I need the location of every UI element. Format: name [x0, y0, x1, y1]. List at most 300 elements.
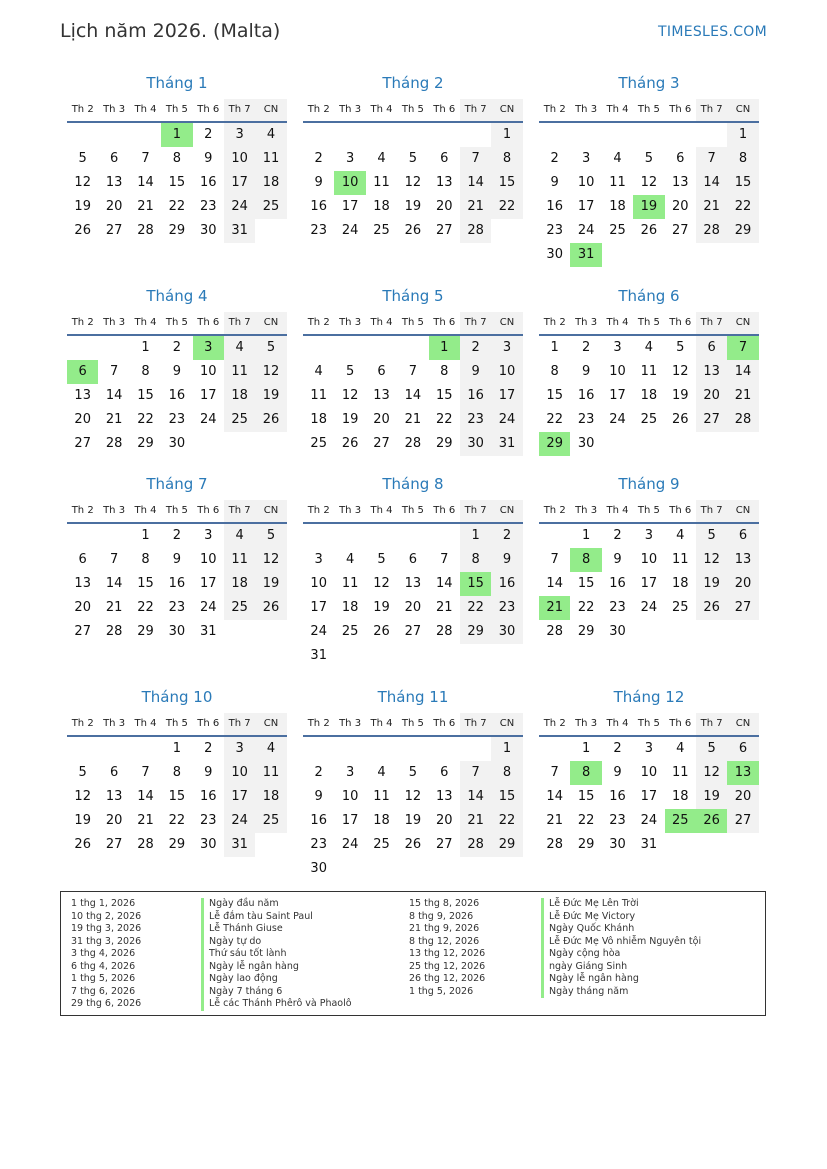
day-cell[interactable]: 23 [460, 408, 491, 432]
day-cell[interactable]: 14 [137, 175, 154, 190]
day-cell[interactable]: 1 [550, 340, 559, 355]
day-cell[interactable]: 13 [105, 175, 123, 190]
day-cell[interactable]: 2 [314, 765, 323, 780]
day-cell[interactable]: 13 [105, 789, 123, 804]
day-cell[interactable]: 23 [168, 412, 186, 427]
day-cell[interactable]: 9 [172, 364, 181, 379]
day-cell[interactable]: 19 [373, 600, 390, 615]
day-cell[interactable]: 29 [168, 223, 186, 238]
day-cell[interactable]: 18 [671, 576, 689, 591]
holiday-day-cell[interactable]: 7 [727, 336, 758, 360]
day-cell[interactable]: 17 [640, 789, 658, 804]
day-cell[interactable]: 3 [224, 737, 255, 761]
day-cell[interactable]: 13 [696, 360, 727, 384]
day-cell[interactable]: 22 [137, 600, 154, 615]
day-cell[interactable]: 4 [224, 336, 255, 360]
day-cell[interactable]: 29 [727, 219, 758, 243]
day-cell[interactable]: 21 [460, 195, 491, 219]
day-cell[interactable]: 6 [440, 765, 449, 780]
day-cell[interactable]: 5 [696, 737, 727, 761]
day-cell[interactable]: 3 [613, 340, 622, 355]
day-cell[interactable]: 22 [168, 813, 186, 828]
day-cell[interactable]: 30 [546, 247, 563, 262]
day-cell[interactable]: 6 [696, 336, 727, 360]
day-cell[interactable]: 13 [373, 388, 390, 403]
day-cell[interactable]: 2 [550, 151, 559, 166]
day-cell[interactable]: 10 [640, 552, 658, 567]
day-cell[interactable]: 21 [137, 813, 154, 828]
day-cell[interactable]: 27 [404, 624, 422, 639]
day-cell[interactable]: 14 [435, 576, 453, 591]
day-cell[interactable]: 3 [314, 552, 323, 567]
day-cell[interactable]: 24 [199, 600, 217, 615]
day-cell[interactable]: 10 [491, 360, 522, 384]
day-cell[interactable]: 1 [172, 741, 181, 756]
day-cell[interactable]: 30 [609, 837, 626, 852]
day-cell[interactable]: 7 [109, 364, 119, 379]
day-cell[interactable]: 28 [435, 624, 453, 639]
day-cell[interactable]: 4 [345, 552, 355, 567]
day-cell[interactable]: 7 [141, 765, 150, 780]
day-cell[interactable]: 15 [491, 171, 522, 195]
day-cell[interactable]: 19 [404, 813, 422, 828]
day-cell[interactable]: 2 [581, 340, 591, 355]
day-cell[interactable]: 2 [491, 524, 522, 548]
day-cell[interactable]: 1 [581, 528, 591, 543]
day-cell[interactable]: 4 [255, 737, 286, 761]
day-cell[interactable]: 21 [460, 809, 491, 833]
holiday-day-cell[interactable]: 1 [161, 123, 192, 147]
day-cell[interactable]: 15 [137, 576, 154, 591]
day-cell[interactable]: 24 [224, 195, 255, 219]
day-cell[interactable]: 15 [168, 789, 186, 804]
day-cell[interactable]: 23 [199, 813, 217, 828]
day-cell[interactable]: 7 [109, 552, 119, 567]
day-cell[interactable]: 23 [310, 223, 327, 238]
day-cell[interactable]: 25 [255, 195, 286, 219]
day-cell[interactable]: 18 [310, 412, 327, 427]
day-cell[interactable]: 31 [224, 833, 255, 857]
day-cell[interactable]: 27 [105, 223, 123, 238]
day-cell[interactable]: 13 [74, 576, 91, 591]
day-cell[interactable]: 10 [199, 552, 217, 567]
day-cell[interactable]: 20 [671, 199, 689, 214]
day-cell[interactable]: 25 [310, 436, 327, 451]
day-cell[interactable]: 28 [546, 837, 563, 852]
day-cell[interactable]: 2 [314, 151, 323, 166]
day-cell[interactable]: 3 [644, 741, 653, 756]
day-cell[interactable]: 24 [199, 412, 217, 427]
day-cell[interactable]: 5 [408, 151, 417, 166]
day-cell[interactable]: 13 [404, 576, 422, 591]
day-cell[interactable]: 14 [460, 171, 491, 195]
day-cell[interactable]: 20 [373, 412, 390, 427]
day-cell[interactable]: 21 [404, 412, 422, 427]
holiday-day-cell[interactable]: 26 [696, 809, 727, 833]
day-cell[interactable]: 7 [460, 147, 491, 171]
day-cell[interactable]: 22 [137, 412, 154, 427]
day-cell[interactable]: 17 [341, 199, 359, 214]
day-cell[interactable]: 16 [168, 388, 186, 403]
day-cell[interactable]: 24 [341, 223, 359, 238]
day-cell[interactable]: 17 [609, 388, 626, 403]
day-cell[interactable]: 3 [644, 528, 653, 543]
day-cell[interactable]: 21 [435, 600, 453, 615]
day-cell[interactable]: 14 [105, 576, 123, 591]
day-cell[interactable]: 18 [255, 785, 286, 809]
day-cell[interactable]: 20 [435, 199, 453, 214]
day-cell[interactable]: 11 [373, 175, 390, 190]
day-cell[interactable]: 30 [491, 620, 522, 644]
day-cell[interactable]: 7 [141, 151, 150, 166]
day-cell[interactable]: 27 [696, 408, 727, 432]
day-cell[interactable]: 17 [310, 600, 327, 615]
day-cell[interactable]: 5 [696, 524, 727, 548]
day-cell[interactable]: 16 [310, 813, 327, 828]
day-cell[interactable]: 21 [727, 384, 758, 408]
holiday-day-cell[interactable]: 8 [570, 548, 601, 572]
day-cell[interactable]: 6 [109, 765, 119, 780]
day-cell[interactable]: 13 [727, 548, 758, 572]
day-cell[interactable]: 1 [727, 123, 758, 147]
holiday-day-cell[interactable]: 10 [334, 171, 365, 195]
day-cell[interactable]: 26 [74, 837, 91, 852]
day-cell[interactable]: 8 [727, 147, 758, 171]
day-cell[interactable]: 25 [341, 624, 359, 639]
day-cell[interactable]: 6 [727, 737, 758, 761]
day-cell[interactable]: 8 [550, 364, 559, 379]
day-cell[interactable]: 8 [440, 364, 449, 379]
day-cell[interactable]: 4 [676, 528, 685, 543]
day-cell[interactable]: 15 [137, 388, 154, 403]
day-cell[interactable]: 26 [696, 596, 727, 620]
holiday-day-cell[interactable]: 29 [539, 432, 570, 456]
day-cell[interactable]: 12 [373, 576, 390, 591]
day-cell[interactable]: 20 [404, 600, 422, 615]
day-cell[interactable]: 23 [609, 813, 626, 828]
day-cell[interactable]: 18 [255, 171, 286, 195]
day-cell[interactable]: 17 [577, 199, 595, 214]
day-cell[interactable]: 29 [137, 436, 154, 451]
day-cell[interactable]: 3 [204, 528, 213, 543]
day-cell[interactable]: 31 [199, 624, 217, 639]
holiday-day-cell[interactable]: 13 [727, 761, 758, 785]
day-cell[interactable]: 11 [255, 147, 286, 171]
day-cell[interactable]: 18 [609, 199, 626, 214]
day-cell[interactable]: 5 [78, 765, 87, 780]
day-cell[interactable]: 18 [341, 600, 359, 615]
day-cell[interactable]: 11 [373, 789, 390, 804]
day-cell[interactable]: 27 [727, 596, 758, 620]
day-cell[interactable]: 25 [224, 596, 255, 620]
day-cell[interactable]: 15 [491, 785, 522, 809]
day-cell[interactable]: 12 [74, 175, 91, 190]
day-cell[interactable]: 20 [727, 785, 758, 809]
day-cell[interactable]: 19 [341, 412, 359, 427]
day-cell[interactable]: 6 [109, 151, 119, 166]
day-cell[interactable]: 16 [199, 789, 217, 804]
day-cell[interactable]: 22 [491, 809, 522, 833]
day-cell[interactable]: 1 [141, 528, 150, 543]
day-cell[interactable]: 16 [491, 572, 522, 596]
day-cell[interactable]: 9 [172, 552, 181, 567]
day-cell[interactable]: 8 [460, 548, 491, 572]
day-cell[interactable]: 7 [460, 761, 491, 785]
day-cell[interactable]: 30 [199, 223, 217, 238]
day-cell[interactable]: 22 [435, 412, 453, 427]
day-cell[interactable]: 25 [373, 837, 390, 852]
day-cell[interactable]: 18 [671, 789, 689, 804]
day-cell[interactable]: 12 [255, 548, 286, 572]
day-cell[interactable]: 29 [491, 833, 522, 857]
brand-logo[interactable]: TIMESLES.COM [658, 24, 767, 40]
day-cell[interactable]: 6 [727, 524, 758, 548]
day-cell[interactable]: 14 [696, 171, 727, 195]
day-cell[interactable]: 24 [609, 412, 626, 427]
day-cell[interactable]: 29 [168, 837, 186, 852]
day-cell[interactable]: 17 [199, 576, 217, 591]
day-cell[interactable]: 31 [224, 219, 255, 243]
day-cell[interactable]: 30 [577, 436, 595, 451]
day-cell[interactable]: 19 [696, 785, 727, 809]
holiday-day-cell[interactable]: 15 [460, 572, 491, 596]
day-cell[interactable]: 25 [671, 600, 689, 615]
day-cell[interactable]: 31 [640, 837, 658, 852]
day-cell[interactable]: 10 [341, 789, 359, 804]
day-cell[interactable]: 27 [435, 837, 453, 852]
day-cell[interactable]: 5 [408, 765, 417, 780]
day-cell[interactable]: 4 [377, 765, 386, 780]
day-cell[interactable]: 7 [696, 147, 727, 171]
day-cell[interactable]: 14 [460, 785, 491, 809]
day-cell[interactable]: 31 [491, 432, 522, 456]
day-cell[interactable]: 8 [491, 147, 522, 171]
day-cell[interactable]: 11 [671, 765, 689, 780]
day-cell[interactable]: 26 [373, 624, 390, 639]
day-cell[interactable]: 29 [577, 837, 595, 852]
day-cell[interactable]: 19 [74, 813, 91, 828]
day-cell[interactable]: 20 [74, 412, 91, 427]
day-cell[interactable]: 20 [435, 813, 453, 828]
day-cell[interactable]: 24 [640, 600, 658, 615]
day-cell[interactable]: 12 [696, 548, 727, 572]
day-cell[interactable]: 24 [640, 813, 658, 828]
day-cell[interactable]: 17 [224, 785, 255, 809]
day-cell[interactable]: 16 [310, 199, 327, 214]
day-cell[interactable]: 19 [255, 572, 286, 596]
day-cell[interactable]: 26 [404, 223, 422, 238]
day-cell[interactable]: 31 [310, 648, 327, 663]
day-cell[interactable]: 2 [460, 336, 491, 360]
day-cell[interactable]: 10 [199, 364, 217, 379]
day-cell[interactable]: 3 [491, 336, 522, 360]
day-cell[interactable]: 12 [341, 388, 359, 403]
day-cell[interactable]: 8 [491, 761, 522, 785]
day-cell[interactable]: 9 [581, 364, 591, 379]
day-cell[interactable]: 10 [224, 147, 255, 171]
day-cell[interactable]: 11 [640, 364, 658, 379]
day-cell[interactable]: 13 [671, 175, 689, 190]
day-cell[interactable]: 9 [204, 765, 213, 780]
holiday-day-cell[interactable]: 19 [633, 195, 664, 219]
day-cell[interactable]: 9 [491, 548, 522, 572]
day-cell[interactable]: 28 [546, 624, 563, 639]
day-cell[interactable]: 18 [373, 199, 390, 214]
day-cell[interactable]: 28 [727, 408, 758, 432]
day-cell[interactable]: 13 [435, 789, 453, 804]
day-cell[interactable]: 24 [577, 223, 595, 238]
day-cell[interactable]: 5 [345, 364, 355, 379]
day-cell[interactable]: 23 [546, 223, 563, 238]
day-cell[interactable]: 22 [546, 412, 563, 427]
day-cell[interactable]: 28 [105, 436, 123, 451]
day-cell[interactable]: 5 [255, 336, 286, 360]
day-cell[interactable]: 5 [78, 151, 87, 166]
day-cell[interactable]: 30 [460, 432, 491, 456]
day-cell[interactable]: 2 [172, 528, 181, 543]
day-cell[interactable]: 2 [613, 528, 622, 543]
day-cell[interactable]: 30 [168, 624, 186, 639]
day-cell[interactable]: 26 [640, 223, 658, 238]
day-cell[interactable]: 15 [168, 175, 186, 190]
day-cell[interactable]: 23 [310, 837, 327, 852]
day-cell[interactable]: 12 [404, 175, 422, 190]
day-cell[interactable]: 19 [255, 384, 286, 408]
day-cell[interactable]: 21 [696, 195, 727, 219]
day-cell[interactable]: 9 [460, 360, 491, 384]
day-cell[interactable]: 12 [640, 175, 658, 190]
day-cell[interactable]: 4 [377, 151, 386, 166]
day-cell[interactable]: 25 [255, 809, 286, 833]
day-cell[interactable]: 8 [172, 765, 181, 780]
day-cell[interactable]: 12 [671, 364, 689, 379]
day-cell[interactable]: 27 [105, 837, 123, 852]
day-cell[interactable]: 20 [74, 600, 91, 615]
day-cell[interactable]: 21 [105, 600, 123, 615]
day-cell[interactable]: 1 [460, 524, 491, 548]
day-cell[interactable]: 9 [314, 789, 323, 804]
day-cell[interactable]: 17 [491, 384, 522, 408]
day-cell[interactable]: 26 [341, 436, 359, 451]
day-cell[interactable]: 1 [581, 741, 591, 756]
day-cell[interactable]: 29 [460, 620, 491, 644]
day-cell[interactable]: 28 [137, 223, 154, 238]
day-cell[interactable]: 26 [671, 412, 689, 427]
day-cell[interactable]: 11 [255, 761, 286, 785]
day-cell[interactable]: 30 [310, 861, 327, 876]
day-cell[interactable]: 26 [255, 596, 286, 620]
day-cell[interactable]: 6 [377, 364, 386, 379]
day-cell[interactable]: 3 [224, 123, 255, 147]
holiday-day-cell[interactable]: 25 [665, 809, 696, 833]
day-cell[interactable]: 8 [141, 364, 150, 379]
day-cell[interactable]: 20 [696, 384, 727, 408]
day-cell[interactable]: 21 [546, 813, 563, 828]
day-cell[interactable]: 18 [373, 813, 390, 828]
day-cell[interactable]: 12 [255, 360, 286, 384]
day-cell[interactable]: 5 [676, 340, 685, 355]
day-cell[interactable]: 3 [345, 151, 355, 166]
day-cell[interactable]: 16 [609, 576, 626, 591]
day-cell[interactable]: 13 [435, 175, 453, 190]
day-cell[interactable]: 6 [676, 151, 685, 166]
day-cell[interactable]: 28 [460, 219, 491, 243]
day-cell[interactable]: 14 [727, 360, 758, 384]
day-cell[interactable]: 11 [224, 360, 255, 384]
day-cell[interactable]: 15 [577, 576, 595, 591]
day-cell[interactable]: 29 [577, 624, 595, 639]
day-cell[interactable]: 8 [141, 552, 150, 567]
day-cell[interactable]: 1 [491, 737, 522, 761]
day-cell[interactable]: 11 [671, 552, 689, 567]
day-cell[interactable]: 11 [224, 548, 255, 572]
day-cell[interactable]: 12 [74, 789, 91, 804]
day-cell[interactable]: 3 [345, 765, 355, 780]
day-cell[interactable]: 22 [577, 600, 595, 615]
day-cell[interactable]: 19 [404, 199, 422, 214]
day-cell[interactable]: 18 [224, 572, 255, 596]
day-cell[interactable]: 26 [255, 408, 286, 432]
day-cell[interactable]: 12 [696, 761, 727, 785]
day-cell[interactable]: 25 [224, 408, 255, 432]
day-cell[interactable]: 22 [491, 195, 522, 219]
day-cell[interactable]: 10 [224, 761, 255, 785]
day-cell[interactable]: 11 [310, 388, 327, 403]
day-cell[interactable]: 16 [546, 199, 563, 214]
holiday-day-cell[interactable]: 6 [67, 360, 98, 384]
day-cell[interactable]: 2 [204, 741, 213, 756]
day-cell[interactable]: 5 [377, 552, 386, 567]
day-cell[interactable]: 28 [404, 436, 422, 451]
day-cell[interactable]: 9 [613, 552, 622, 567]
day-cell[interactable]: 20 [105, 199, 123, 214]
day-cell[interactable]: 22 [460, 596, 491, 620]
holiday-day-cell[interactable]: 3 [193, 336, 224, 360]
day-cell[interactable]: 29 [137, 624, 154, 639]
day-cell[interactable]: 7 [408, 364, 417, 379]
day-cell[interactable]: 27 [74, 624, 91, 639]
day-cell[interactable]: 5 [255, 524, 286, 548]
day-cell[interactable]: 7 [440, 552, 449, 567]
day-cell[interactable]: 4 [644, 340, 653, 355]
day-cell[interactable]: 14 [546, 576, 563, 591]
day-cell[interactable]: 16 [577, 388, 595, 403]
day-cell[interactable]: 16 [609, 789, 626, 804]
day-cell[interactable]: 1 [491, 123, 522, 147]
day-cell[interactable]: 17 [199, 388, 217, 403]
day-cell[interactable]: 21 [105, 412, 123, 427]
day-cell[interactable]: 8 [172, 151, 181, 166]
day-cell[interactable]: 27 [373, 436, 390, 451]
day-cell[interactable]: 21 [137, 199, 154, 214]
day-cell[interactable]: 28 [137, 837, 154, 852]
day-cell[interactable]: 11 [609, 175, 626, 190]
day-cell[interactable]: 6 [440, 151, 449, 166]
day-cell[interactable]: 14 [404, 388, 422, 403]
day-cell[interactable]: 30 [609, 624, 626, 639]
day-cell[interactable]: 29 [435, 436, 453, 451]
day-cell[interactable]: 19 [74, 199, 91, 214]
day-cell[interactable]: 6 [78, 552, 87, 567]
day-cell[interactable]: 17 [224, 171, 255, 195]
day-cell[interactable]: 15 [727, 171, 758, 195]
day-cell[interactable]: 9 [613, 765, 622, 780]
day-cell[interactable]: 5 [644, 151, 653, 166]
day-cell[interactable]: 22 [727, 195, 758, 219]
day-cell[interactable]: 4 [255, 123, 286, 147]
day-cell[interactable]: 10 [609, 364, 626, 379]
day-cell[interactable]: 16 [460, 384, 491, 408]
